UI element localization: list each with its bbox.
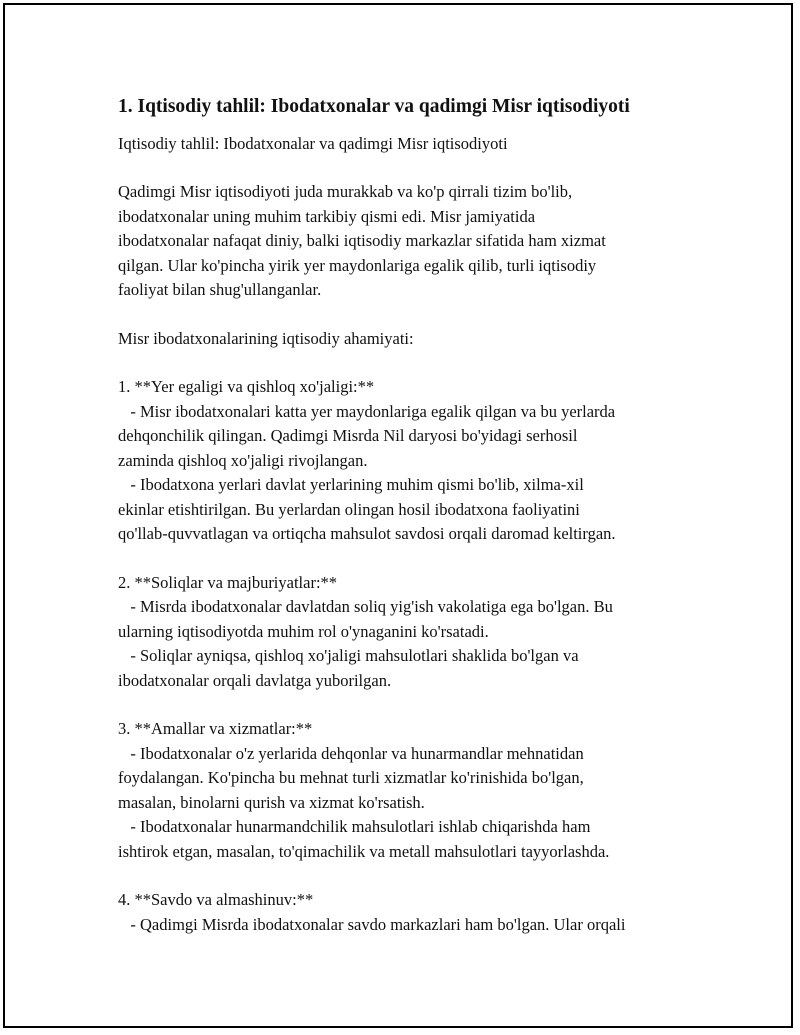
- section-1: [118, 375, 698, 547]
- section-2: [118, 571, 698, 694]
- document-body: [118, 95, 698, 937]
- section-heading: 3. **Amallar va xizmatlar:**: [118, 719, 313, 738]
- section-intro: Misr ibodatxonalarining iqtisodiy ahamiyati:: [118, 328, 414, 348]
- section-bullet: - Ibodatxonalar o'z yerlarida dehqonlar va hunarmandlar mehnatidan foydalangan. Ko'pincha bu mehnat turli xizmatlar ko'rinishida bo'lgan, masalan, binolarni qurish va xizmat ko'rsatish.: [118, 743, 584, 812]
- section-bullet: - Misr ibodatxonalari katta yer maydonlariga egalik qilgan va bu yerlarda dehqonchilik qilingan. Qadimgi Misrda Nil daryosi bo'yidagi serhosil zaminda qishloq xo'jaligi rivojlangan.: [118, 401, 616, 470]
- section-heading: 1. **Yer egaligi va qishloq xo'jaligi:**: [118, 377, 375, 396]
- section-4: [118, 888, 698, 937]
- section-3: [118, 717, 698, 864]
- section-heading: 4. **Savdo va almashinuv:**: [118, 890, 314, 909]
- intro-paragraph: Qadimgi Misr iqtisodiyoti juda murakkab va ko'p qirrali tizim bo'lib, ibodatxonalar uning muhim tarkibiy qismi edi. Misr jamiyatida ibodatxonalar nafaqat diniy, balki iqtisodiy markazlar sifatida ham xizmat qilgan. Ular ko'pincha yirik yer maydonlariga egalik qilib, turli iqtisodiy faoliyat bilan shug'ullanganlar.: [118, 182, 606, 299]
- section-bullet: - Qadimgi Misrda ibodatxonalar savdo markazlari ham bo'lgan. Ular orqali: [118, 914, 626, 934]
- section-bullet: - Misrda ibodatxonalar davlatdan soliq yig'ish vakolatiga ega bo'lgan. Bu ularning iqtisodiyotda muhim rol o'ynaganini ko'rsatadi.: [118, 597, 613, 641]
- document-title: 1. Iqtisodiy tahlil: Ibodatxonalar va qadimgi Misr iqtisodiyoti: [118, 96, 630, 117]
- document-subtitle: Iqtisodiy tahlil: Ibodatxonalar va qadimgi Misr iqtisodiyoti: [118, 134, 508, 153]
- section-heading: 2. **Soliqlar va majburiyatlar:**: [118, 572, 338, 592]
- section-bullet: - Ibodatxonalar hunarmandchilik mahsulotlari ishlab chiqarishda ham ishtirok etgan, masalan, to'qimachilik va metall mahsulotlari tayyorlashda.: [118, 817, 610, 861]
- section-bullet: - Soliqlar ayniqsa, qishloq xo'jaligi mahsulotlari shaklida bo'lgan va ibodatxonalar orqali davlatga yuborilgan.: [118, 646, 579, 690]
- section-bullet: - Ibodatxona yerlari davlat yerlarining muhim qismi bo'lib, xilma-xil ekinlar etishtirilgan. Bu yerlardan olingan hosil ibodatxona faoliyatini qo'llab-quvvatlagan va ortiqcha mahsulot savdosi orqali daromad keltirgan.: [118, 475, 616, 543]
